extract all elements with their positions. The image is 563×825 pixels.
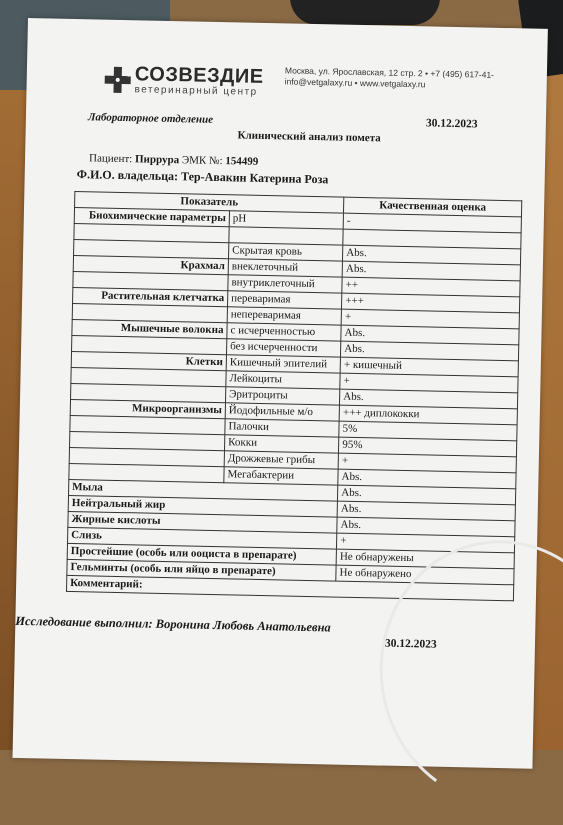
patient-line: Пациент: Пиррура ЭМК №: 154499 bbox=[88, 152, 259, 168]
row-value: +++ диплококки bbox=[339, 405, 517, 425]
row-label: Жирные кислоты bbox=[68, 511, 337, 533]
row-group: Крахмал bbox=[73, 256, 228, 275]
patient-name: Пиррура bbox=[134, 153, 180, 167]
row-value: Abs. bbox=[337, 501, 515, 521]
row-param: Дрожжевые грибы bbox=[224, 451, 338, 469]
row-value: Abs. bbox=[341, 325, 519, 345]
row-label: Слизь bbox=[68, 527, 337, 549]
row-value: + bbox=[341, 309, 519, 329]
clinic-name: СОЗВЕЗДИЕ bbox=[134, 63, 264, 88]
row-value: Abs. bbox=[342, 261, 520, 281]
row-param: с исчерченностью bbox=[227, 323, 341, 341]
row-value: Abs. bbox=[338, 469, 516, 489]
row-value: Abs. bbox=[338, 485, 516, 505]
row-value: Abs. bbox=[341, 341, 519, 361]
row-value: Не обнаружены bbox=[336, 549, 514, 569]
row-value: Abs. bbox=[343, 245, 521, 265]
row-param: Кишечный эпителий bbox=[226, 355, 340, 373]
row-param: Эритроциты bbox=[226, 387, 340, 405]
row-value: + bbox=[338, 453, 516, 473]
row-param: внутриклеточный bbox=[228, 275, 342, 293]
row-value: 95% bbox=[339, 437, 517, 457]
row-label: Нейтральный жир bbox=[68, 495, 337, 517]
report-title: Клинический анализ помета bbox=[237, 129, 381, 145]
performed-by: Исследование выполнил: Воронина Любовь Анатольевна bbox=[15, 613, 331, 635]
row-param: внеклеточный bbox=[228, 259, 342, 277]
clinic-subtitle: ветеринарный центр bbox=[134, 84, 258, 98]
row-label: Простейшие (особь или ооциста в препарате) bbox=[67, 543, 336, 565]
signature-date: 30.12.2023 bbox=[384, 637, 437, 651]
owner-line: Ф.И.О. владельца: Тер-Авакин Катерина Роза bbox=[76, 167, 329, 187]
row-param: непереваримая bbox=[227, 307, 341, 325]
clinic-address: Москва, ул. Ярославская, 12 стр. 2 • +7 (495) 617-41- info@vetgalaxy.ru • www.vetgalaxy.ru bbox=[284, 65, 495, 90]
row-group: Клетки bbox=[71, 351, 226, 370]
row-group: Микроорганизмы bbox=[70, 399, 225, 418]
row-value: + bbox=[340, 373, 518, 393]
row-param: без исчерченности bbox=[227, 339, 341, 357]
clinic-logo bbox=[104, 64, 263, 98]
report-date: 30.12.2023 bbox=[425, 117, 478, 131]
results-table bbox=[66, 191, 522, 601]
background-mouse bbox=[290, 0, 440, 25]
row-group: Биохимические параметры bbox=[74, 208, 229, 227]
row-value: 5% bbox=[339, 421, 517, 441]
row-param: Йодофильные м/о bbox=[225, 403, 339, 421]
row-param: Скрытая кровь bbox=[229, 243, 343, 261]
row-value: ++ bbox=[342, 277, 520, 297]
row-param: Мегабактерии bbox=[224, 467, 338, 485]
row-value: + bbox=[337, 533, 515, 553]
header-indicator: Показатель bbox=[75, 192, 344, 214]
row-value: +++ bbox=[342, 293, 520, 313]
row-param: Лейкоциты bbox=[226, 371, 340, 389]
owner-name: Тер-Авакин Катерина Роза bbox=[180, 169, 329, 187]
emk-number: 154499 bbox=[225, 155, 259, 168]
row-label: Гельминты (особь или яйцо в препарате) bbox=[67, 559, 336, 581]
cross-logo-icon bbox=[104, 66, 131, 93]
header-quality: Качественная оценка bbox=[344, 197, 522, 217]
row-value: + кишечный bbox=[340, 357, 518, 377]
comment-label: Комментарий: bbox=[66, 575, 513, 600]
row-param: pH bbox=[229, 211, 343, 229]
row-group: Мышечные волокна bbox=[72, 319, 227, 338]
row-value: Не обнаружено bbox=[336, 565, 514, 585]
row-value: Abs. bbox=[337, 517, 515, 537]
row-label: Мыла bbox=[69, 479, 338, 501]
department: Лабораторное отделение bbox=[87, 111, 214, 126]
row-group: Растительная клетчатка bbox=[73, 287, 228, 306]
row-param: Палочки bbox=[225, 419, 339, 437]
row-param: переваримая bbox=[228, 291, 342, 309]
row-value: Abs. bbox=[340, 389, 518, 409]
row-param: Кокки bbox=[224, 435, 338, 453]
row-value: - bbox=[343, 213, 521, 233]
